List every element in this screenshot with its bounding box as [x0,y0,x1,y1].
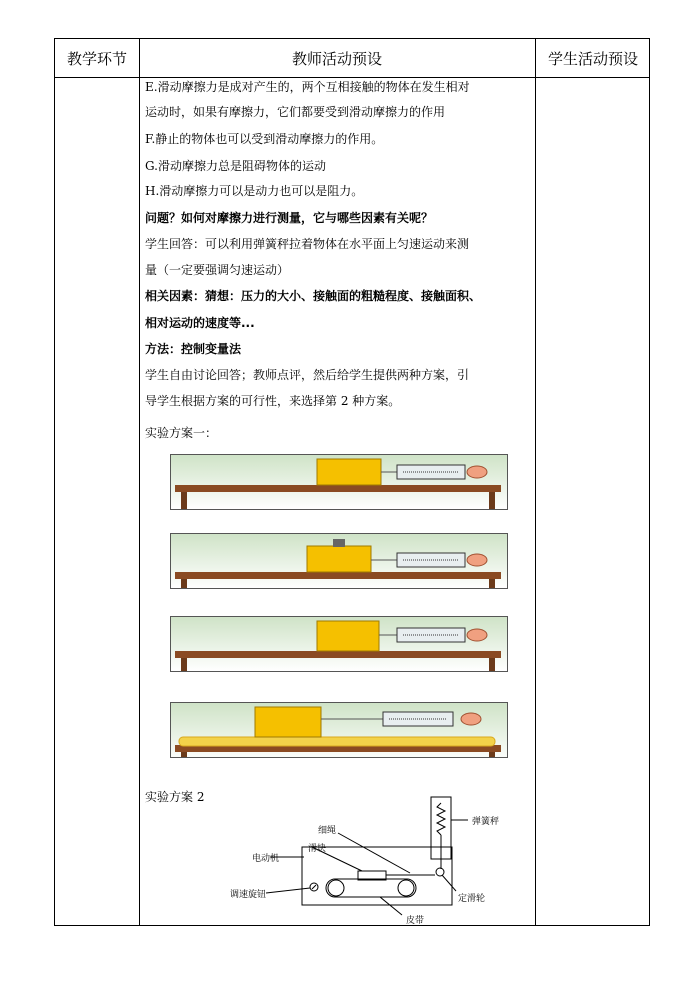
wooden-block [307,546,371,572]
plan2-title: 实验方案 2 [145,790,205,804]
wooden-block [255,707,321,737]
label-slider: 滑块 [308,844,327,854]
label-speed-knob: 调速旋钮 [230,890,267,900]
experiment-image-3 [170,616,508,672]
column-divider [535,39,536,925]
header-student-activity: 学生活动预设 [547,49,638,68]
label-fixed-pulley: 定滑轮 [458,894,486,904]
base-box [302,847,452,905]
label-spring-scale: 弹簧秤 [472,817,500,827]
experiment-image-1 [170,454,508,510]
text-line: H.滑动摩擦力可以是动力也可以是阻力。 [145,184,364,198]
text-line: G.滑动摩擦力总是阻碍物体的运动 [145,159,326,173]
method-line: 方法：控制变量法 [145,342,242,356]
wooden-block [317,459,381,485]
table-top [175,485,501,492]
experiment-image-2 [170,533,508,589]
text-line: F.静止的物体也可以受到滑动摩擦力的作用。 [145,132,384,146]
text-line: 导学生根据方案的可行性，来选择第 2 种方案。 [145,394,401,408]
text-line: 量（一定要强调匀速运动） [145,263,290,277]
weight [333,539,345,547]
factors-line: 相关因素：猜想：压力的大小、接触面的粗糙程度、接触面积、 [145,289,482,303]
plan1-title: 实验方案一： [145,426,218,440]
plan2-diagram [230,795,530,925]
header-teacher-activity: 教师活动预设 [291,49,382,68]
belt [326,879,416,897]
text-line: 学生自由讨论回答；教师点评，然后给学生提供两种方案，引 [145,368,470,382]
towel [179,737,495,746]
factors-line: 相对运动的速度等... [145,316,255,330]
label-belt: 皮带 [406,916,425,926]
column-divider [139,39,140,925]
wooden-block [317,621,379,651]
hand [467,466,487,478]
text-line: 学生回答：可以利用弹簧秤拉着物体在水平面上匀速运动来测 [145,237,470,251]
experiment-image-4 [170,702,508,758]
text-line: E.滑动摩擦力是成对产生的，两个互相接触的物体在发生相对 [145,80,470,94]
label-motor: 电动机 [252,854,280,864]
header-divider [55,77,649,78]
question-line: 问题？如何对摩擦力进行测量，它与哪些因素有关呢？ [145,211,434,225]
label-rope: 细绳 [318,826,337,836]
fixed-pulley [436,868,444,876]
text-line: 运动时，如果有摩擦力，它们都要受到滑动摩擦力的作用 [145,105,446,119]
header-teaching-stage: 教学环节 [66,49,127,68]
